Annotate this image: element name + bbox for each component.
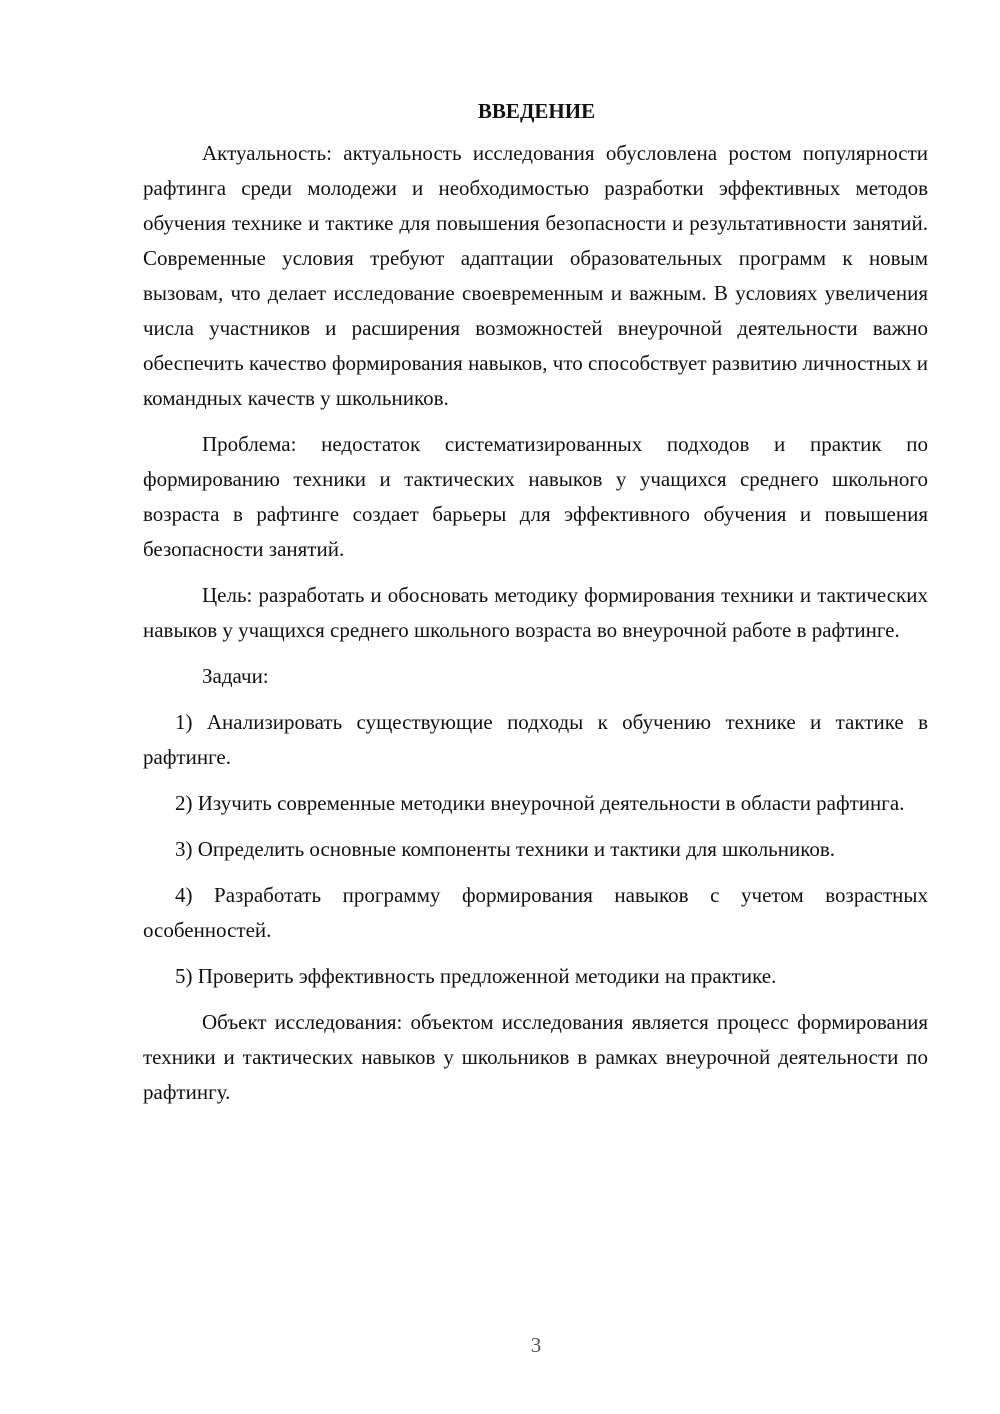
page-content bbox=[143, 96, 928, 1121]
paragraph-problem: Проблема: недостаток систематизированных подходов и практик по формированию техники и тактических навыков у учащихся среднего школьного возраста в рафтинге создает барьеры для эффективного обучения и повышения безопасности занятий. bbox=[143, 432, 928, 561]
page-number: 3 bbox=[530, 1333, 542, 1357]
section-title: ВВЕДЕНИЕ bbox=[477, 99, 596, 123]
paragraph-object: Объект исследования: объектом исследования является процесс формирования техники и тактических навыков у школьников в рамках внеурочной деятельности по рафтингу. bbox=[143, 1010, 928, 1104]
task-item-1: 1) Анализировать существующие подходы к обучению технике и тактике в рафтинге. bbox=[143, 710, 928, 769]
paragraph-relevance: Актуальность: актуальность исследования обусловлена ростом популярности рафтинга среди молодежи и необходимостью разработки эффективных методов обучения технике и тактике для повышения безопасности и результативности занятий. Современные условия требуют адаптации образовательных программ к новым вызовам, что делает исследование своевременным и важным. В условиях увеличения числа участников и расширения возможностей внеурочной деятельности важно обеспечить качество формирования навыков, что способствует развитию личностных и командных качеств у школьников. bbox=[143, 141, 928, 410]
paragraph-goal: Цель: разработать и обосновать методику формирования техники и тактических навыков у учащихся среднего школьного возраста во внеурочной работе в рафтинге. bbox=[143, 583, 928, 642]
task-item-5: 5) Проверить эффективность предложенной методики на практике. bbox=[175, 964, 777, 988]
task-item-2: 2) Изучить современные методики внеурочной деятельности в области рафтинга. bbox=[175, 791, 905, 815]
task-item-4: 4) Разработать программу формирования навыков с учетом возрастных особенностей. bbox=[143, 883, 928, 942]
tasks-label: Задачи: bbox=[202, 664, 269, 688]
task-item-3: 3) Определить основные компоненты техники и тактики для школьников. bbox=[175, 837, 836, 861]
